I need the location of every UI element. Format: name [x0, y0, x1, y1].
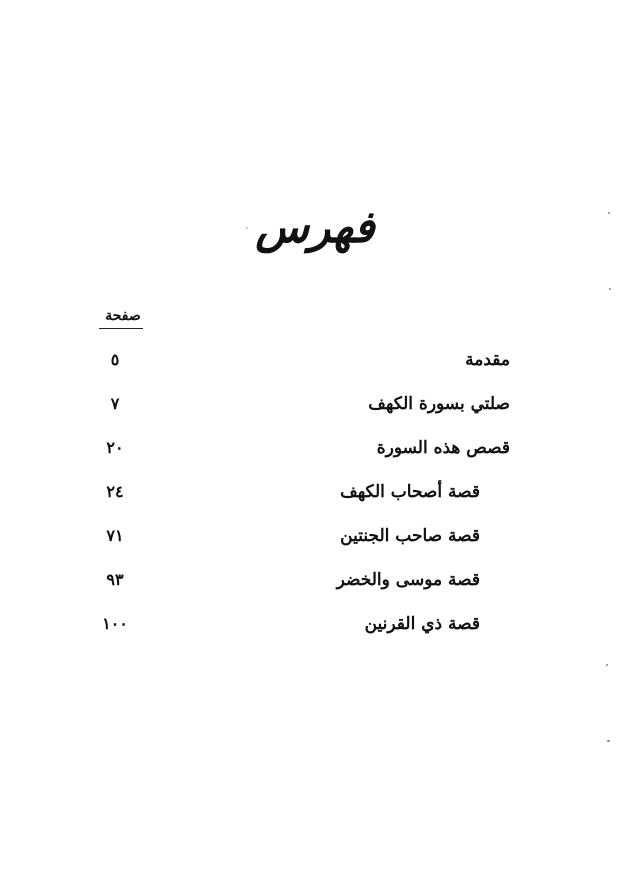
toc-entry-page: ١٠٠: [102, 614, 128, 633]
toc-row-introduction: [90, 345, 510, 375]
scan-speck: [607, 740, 610, 742]
scan-speck: [609, 288, 611, 290]
page-column-header: صفحة: [105, 308, 141, 324]
toc-entry-page: ٥: [110, 350, 120, 369]
scan-speck: [608, 212, 610, 214]
toc-row-stories: [90, 433, 510, 463]
scan-speck: [606, 664, 608, 666]
toc-entry-title: صلتي بسورة الكهف: [368, 394, 510, 414]
toc-entry-page: ٢٤: [106, 482, 124, 501]
toc-row-musa-khidr: [90, 565, 510, 595]
toc-row-cave-people: [90, 477, 510, 507]
toc-entry-page: ٧: [110, 394, 120, 413]
toc-row-two-gardens: [90, 521, 510, 551]
toc-entry-title: قصة موسى والخضر: [336, 570, 480, 590]
scan-speck: [246, 227, 248, 229]
toc-entry-page: ٧١: [106, 526, 124, 545]
toc-entry-title: قصة صاحب الجنتين: [340, 526, 480, 546]
toc-entry-page: ٢٠: [106, 438, 124, 457]
column-header-underline: [99, 328, 143, 329]
toc-entry-page: ٩٣: [106, 570, 124, 589]
toc-entry-title: قصة أصحاب الكهف: [340, 482, 480, 502]
toc-entry-title: قصة ذي القرنين: [364, 614, 480, 634]
toc-row-dhul-qarnayn: [90, 609, 510, 639]
toc-entry-title: قصص هذه السورة: [376, 438, 510, 458]
index-title: [230, 198, 400, 268]
toc-entry-title: مقدمة: [465, 350, 510, 370]
toc-row-connection: [90, 389, 510, 419]
index-title-text: فهرس: [255, 202, 375, 253]
